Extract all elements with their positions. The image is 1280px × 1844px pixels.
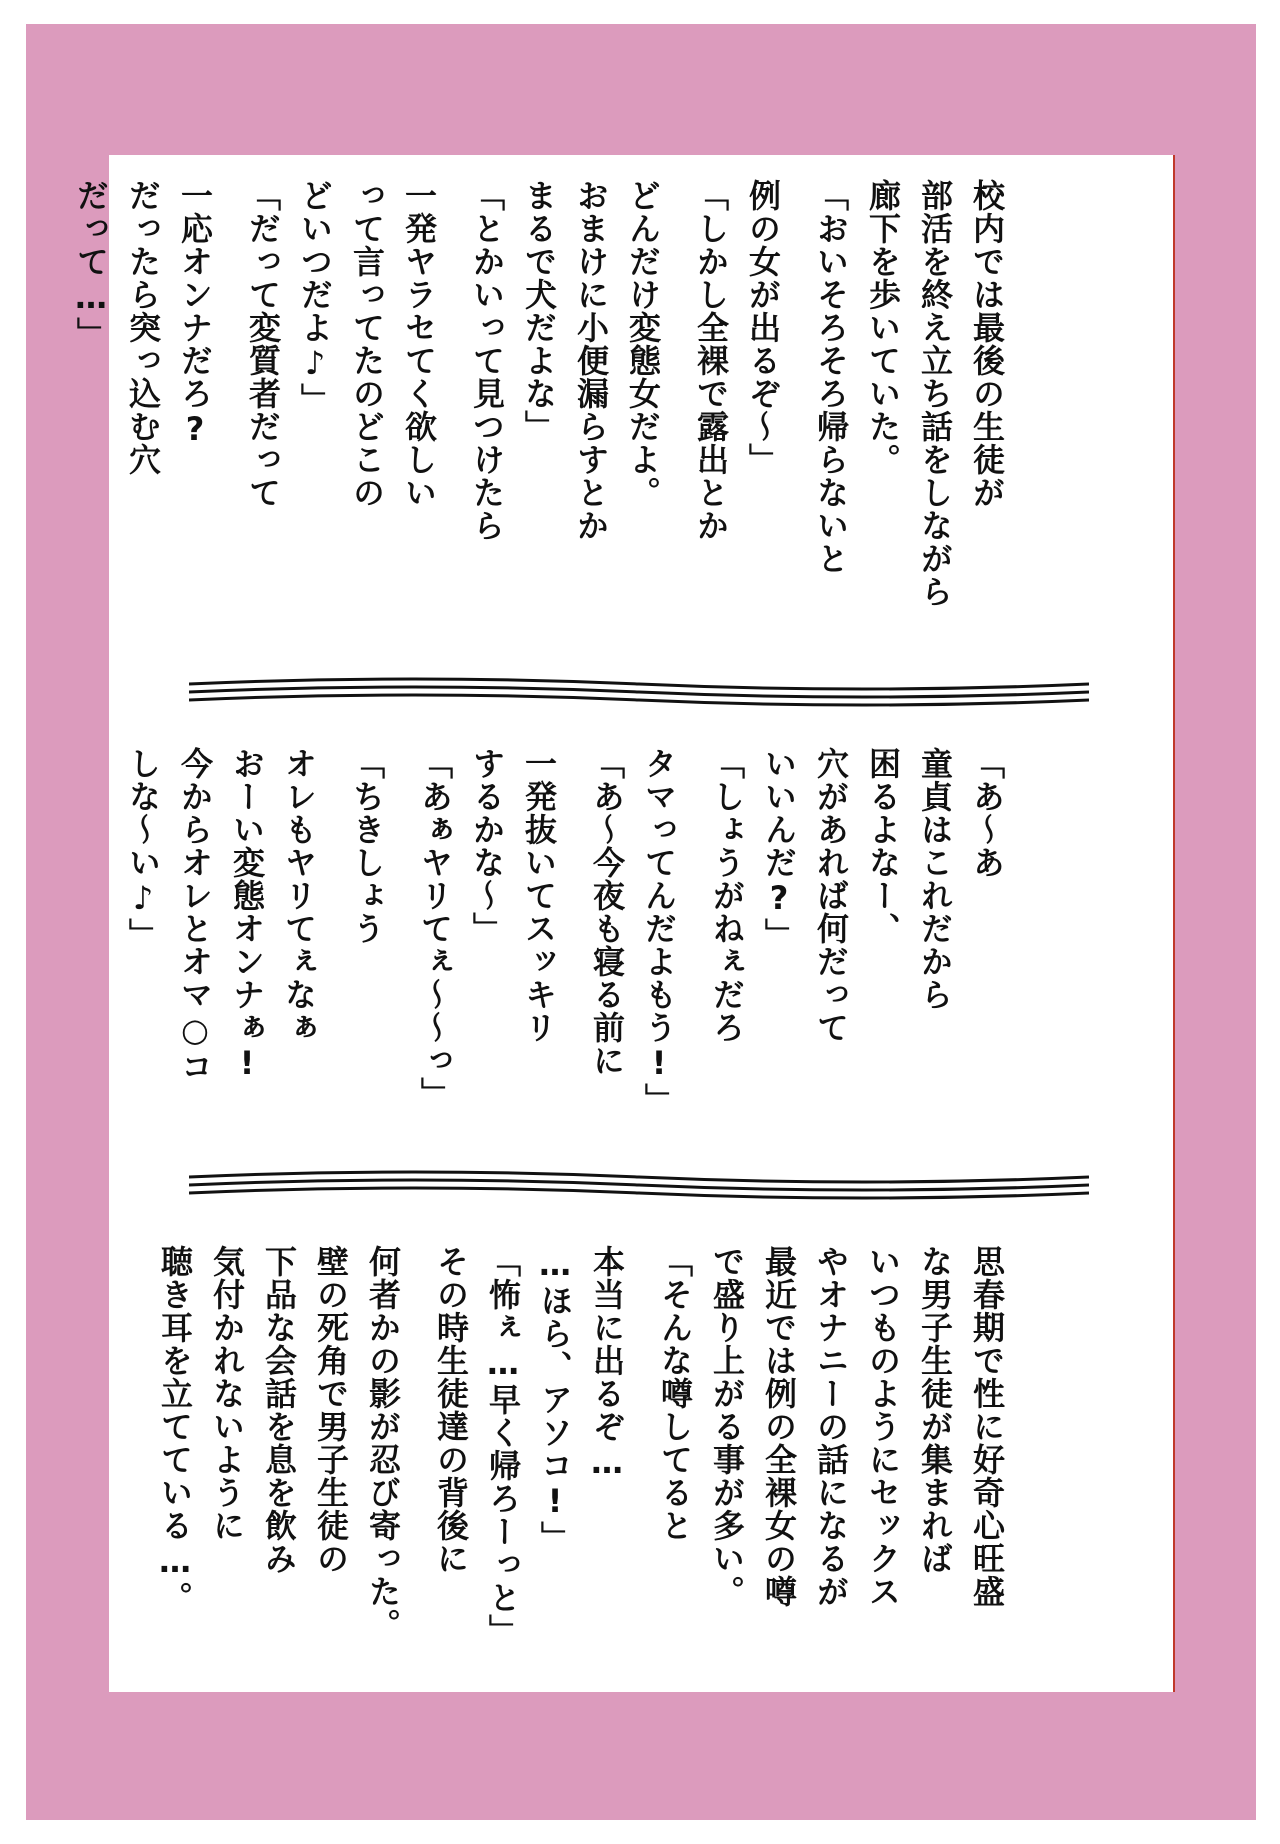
text-line: 部活を終え立ち話をしながら	[916, 179, 954, 608]
text-line: だったら突っ込む穴	[124, 179, 162, 476]
text-line: 「あぁヤリてぇ〜〜っ」	[416, 747, 454, 1110]
text-block-3	[149, 1245, 1013, 1695]
text-line: って言ってたのどこの	[348, 179, 386, 509]
text-line: 穴があれば何だって	[812, 747, 850, 1044]
text-line: 「怖ぇ…早く帰ろーっと」	[484, 1245, 522, 1647]
text-line: どいつだよ♪」	[296, 179, 334, 416]
text-line: 最近では例の全裸女の噂	[760, 1245, 798, 1608]
text-line: 例の女が出るぞ〜」	[744, 179, 782, 476]
text-line: しな〜い♪」	[124, 747, 162, 951]
text-line: 壁の死角で男子生徒の	[312, 1245, 350, 1575]
text-line: で盛り上がる事が多い。	[708, 1245, 746, 1608]
text-block-1	[65, 179, 1013, 749]
text-line: 「あ〜今夜も寝る前に	[588, 747, 626, 1077]
text-line: タマってんだよもう!」	[640, 747, 678, 1116]
text-line: おまけに小便漏らすとか	[572, 179, 610, 542]
text-line: おーい変態オンナぁ!	[228, 747, 266, 1083]
text-line: 「しかし全裸で露出とか	[692, 179, 730, 542]
text-line: いつものようにセックス	[864, 1245, 902, 1608]
text-line: 一発抜いてスッキリ	[520, 747, 558, 1044]
text-line: な男子生徒が集まれば	[916, 1245, 954, 1575]
text-line: 校内では最後の生徒が	[968, 179, 1006, 509]
text-line: するかな〜」	[468, 747, 506, 945]
text-line: 一発ヤラセてく欲しい	[400, 179, 438, 509]
text-line: 下品な会話を息を飲み	[260, 1245, 298, 1575]
wave-divider-2	[189, 1165, 1089, 1205]
text-line: 今からオレとオマ○コ	[176, 747, 214, 1083]
text-line: 困るよなー、	[864, 747, 902, 945]
text-line: いいんだ?」	[760, 747, 798, 951]
text-line: オレもヤリてぇなぁ	[280, 747, 318, 1044]
text-line: どんだけ変態女だよ。	[624, 179, 662, 509]
text-line: 「あ〜あ	[968, 747, 1006, 879]
text-line: 本当に出るぞ…	[588, 1245, 626, 1482]
wave-divider-1	[189, 672, 1089, 712]
text-line: 「しょうがねぇだろ	[708, 747, 746, 1044]
text-line: やオナニーの話になるが	[812, 1245, 850, 1608]
text-line: 廊下を歩いていた。	[864, 179, 902, 476]
text-line: 「おいそろそろ帰らないと	[812, 179, 850, 575]
text-line: 一応オンナだろ?	[176, 179, 214, 449]
text-line: 聴き耳を立てている…。	[156, 1245, 194, 1614]
paper-sheet	[72, 155, 1175, 1692]
text-line: まるで犬だよな」	[520, 179, 558, 443]
text-line: その時生徒達の背後に	[432, 1245, 470, 1575]
text-line: 「とかいって見つけたら	[468, 179, 506, 542]
text-line: だって…」	[72, 179, 110, 350]
text-line: …ほら、アソコ!」	[536, 1245, 574, 1554]
text-line: 気付かれないように	[208, 1245, 246, 1542]
text-line: 何者かの影が忍び寄った。	[364, 1245, 402, 1641]
text-line: 「そんな噂してると	[656, 1245, 694, 1542]
text-line: 「ちきしょう	[348, 747, 386, 945]
text-line: 童貞はこれだから	[916, 747, 954, 1011]
text-line: 思春期で性に好奇心旺盛	[968, 1245, 1006, 1608]
text-line: 「だって変質者だって	[244, 179, 282, 509]
